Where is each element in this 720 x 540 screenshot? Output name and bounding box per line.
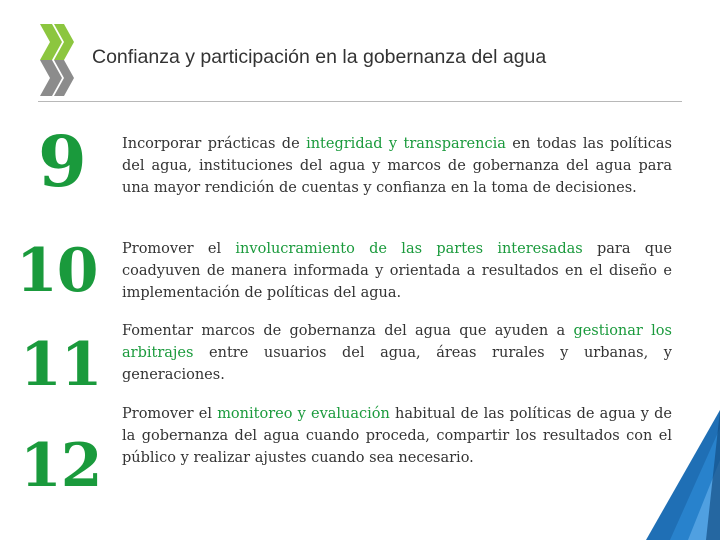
corner-decoration — [640, 410, 720, 540]
principle-text-end: entre usuarios del agua, áreas rurales y urbanas, y generaciones. — [122, 345, 672, 383]
principle-text-9 — [122, 133, 672, 199]
oecd-logo — [36, 22, 76, 98]
principle-text-start: Fomentar marcos de gobernanza del agua que ayuden a — [122, 323, 574, 339]
principle-number-11: 11 — [20, 330, 102, 400]
principle-highlight: monitoreo y evaluación — [217, 406, 390, 422]
principle-text-11 — [122, 320, 672, 386]
principle-text-start: Promover el — [122, 406, 218, 422]
principle-highlight: gestionar los arbitrajes — [122, 323, 672, 361]
principle-highlight: integridad y transparencia — [306, 136, 506, 152]
principle-highlight: involucramiento de las partes interesadas — [235, 241, 583, 257]
principle-text-10 — [122, 238, 672, 304]
principle-number-9: 9 — [38, 120, 86, 203]
principle-text-start: Incorporar prácticas de — [122, 136, 307, 152]
principle-text-end: para que coadyuven de manera informada y orientada a resultados en el diseño e implementación de políticas del agua. — [122, 241, 672, 301]
principle-text-end: en todas las políticas del agua, instituciones del agua y marcos de gobernanza del agua para una mayor rendición de cuentas y confianza en la toma de decisiones. — [122, 136, 672, 196]
principle-text-end: habitual de las políticas de agua y de la gobernanza del agua cuando proceda, compartir los resultados con el público y realizar ajustes cuando sea necesario. — [122, 406, 672, 466]
header-divider — [38, 101, 682, 102]
principle-text-12 — [122, 403, 672, 469]
principle-text-start: Promover el — [122, 241, 236, 257]
principle-number-10: 10 — [16, 236, 98, 306]
principle-number-12: 12 — [20, 431, 102, 501]
page-title: Confianza y participación en la gobernanza del agua — [92, 46, 547, 68]
